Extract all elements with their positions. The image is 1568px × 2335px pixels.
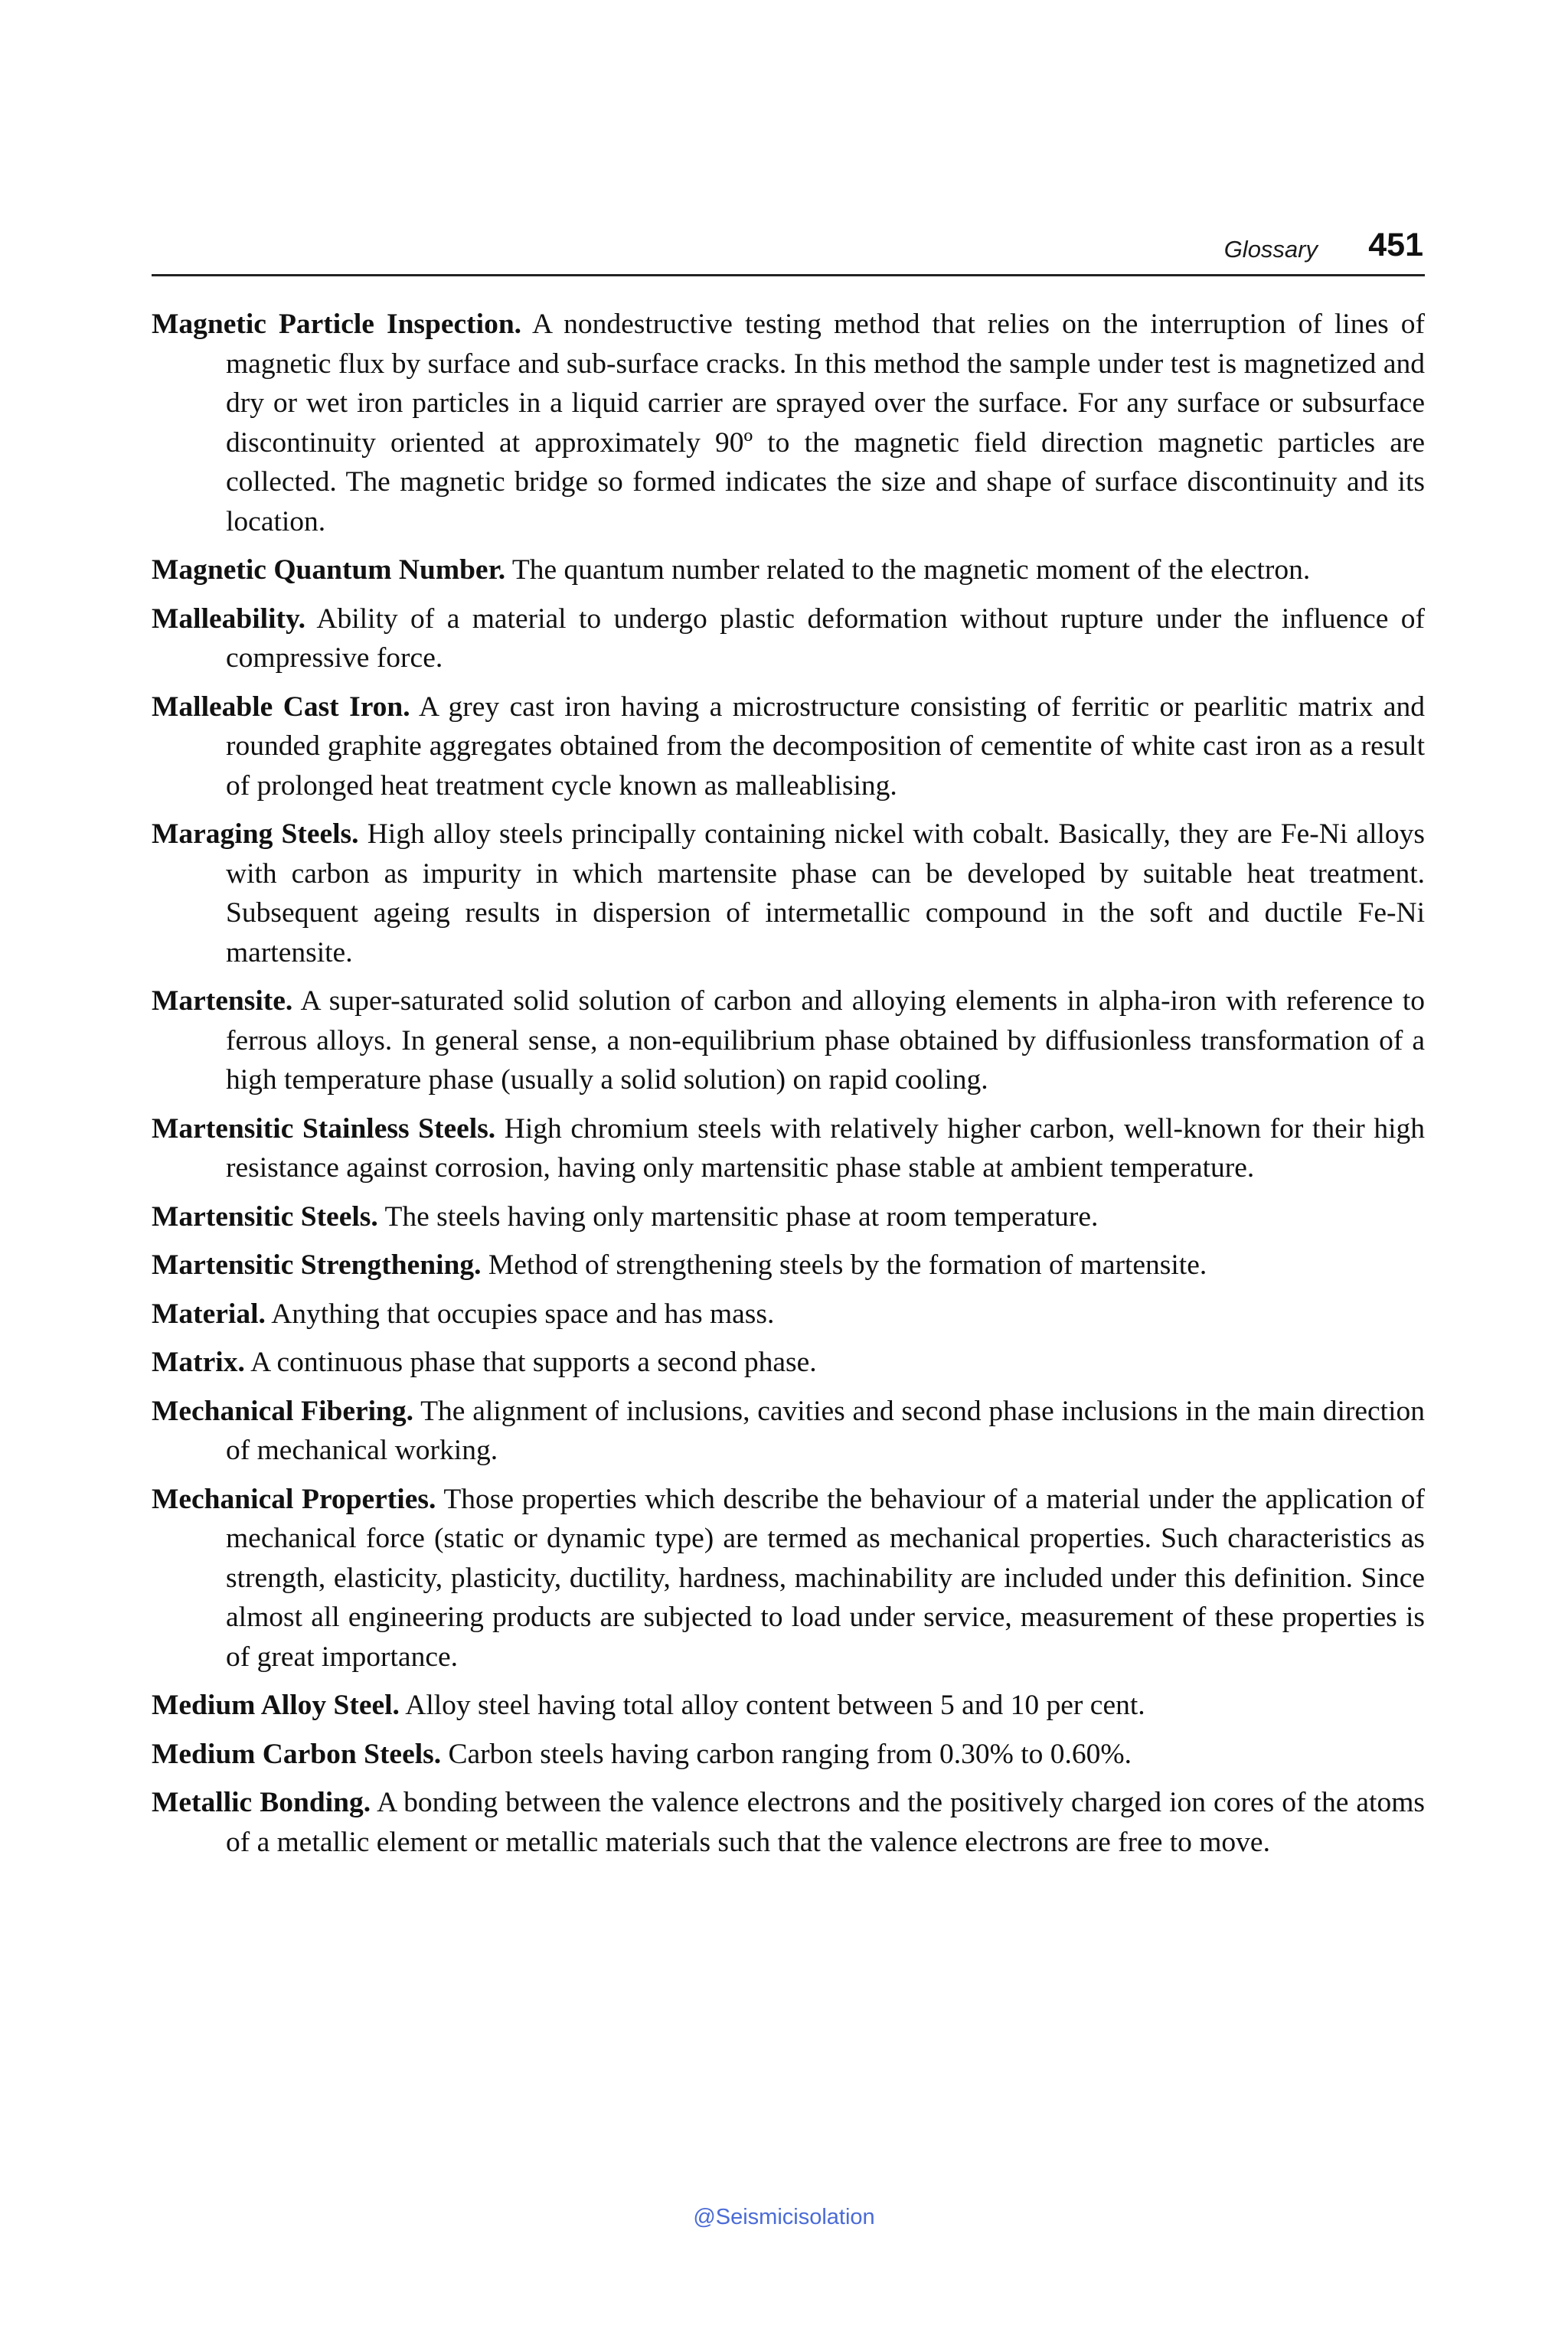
glossary-entry xyxy=(152,1735,1425,1775)
glossary-entry xyxy=(152,305,1425,541)
glossary-term: Material. xyxy=(152,1298,266,1330)
glossary-definition: High chromium steels with relatively higher carbon, well-known for their high resistance against corrosion, having only martensitic phase stable at ambient temperature. xyxy=(226,1112,1425,1184)
glossary-term: Magnetic Quantum Number. xyxy=(152,554,506,586)
glossary-entry xyxy=(152,1392,1425,1471)
glossary-definition: Alloy steel having total alloy content between 5 and 10 per cent. xyxy=(405,1690,1145,1721)
glossary-entry xyxy=(152,687,1425,806)
glossary-definition: Method of strengthening steels by the formation of martensite. xyxy=(488,1249,1207,1281)
glossary-term: Magnetic Particle Inspection. xyxy=(152,309,522,340)
glossary-term: Martensite. xyxy=(152,985,293,1017)
glossary-entry xyxy=(152,1480,1425,1677)
glossary-entry xyxy=(152,599,1425,678)
glossary-definition: High alloy steels principally containing nickel with cobalt. Basically, they are Fe-Ni alloys with carbon as impurity in which martensite phase can be developed by suitable heat treatment. Subsequent ageing results in dispersion of intermetallic compound in the soft and ductile Fe-Ni martensite. xyxy=(226,818,1426,968)
page-number: 451 xyxy=(1368,227,1423,263)
glossary-definition: A bonding between the valence electrons and the positively charged ion cores of the atoms of a metallic element or metallic materials such that the valence electrons are free to move. xyxy=(226,1787,1425,1858)
glossary-entry xyxy=(152,1343,1425,1383)
glossary-definition: Anything that occupies space and has mass. xyxy=(271,1298,775,1330)
glossary-entries xyxy=(152,305,1425,1871)
glossary-term: Mechanical Fibering. xyxy=(152,1395,414,1427)
glossary-term: Metallic Bonding. xyxy=(152,1787,371,1818)
glossary-definition: The alignment of inclusions, cavities and second phase inclusions in the main direction of mechanical working. xyxy=(226,1395,1425,1466)
section-title: Glossary xyxy=(1223,236,1318,263)
glossary-entry xyxy=(152,1295,1425,1334)
glossary-entry xyxy=(152,981,1425,1100)
glossary-term: Martensitic Stainless Steels. xyxy=(152,1112,496,1145)
glossary-term: Matrix. xyxy=(152,1347,245,1378)
running-header xyxy=(152,227,1425,276)
glossary-entry xyxy=(152,1197,1425,1237)
glossary-term: Maraging Steels. xyxy=(152,818,359,850)
glossary-term: Malleable Cast Iron. xyxy=(152,691,410,723)
glossary-definition: The steels having only martensitic phase at room temperature. xyxy=(384,1200,1099,1233)
glossary-definition: Carbon steels having carbon ranging from 0.30% to 0.60%. xyxy=(448,1738,1132,1770)
glossary-term: Malleability. xyxy=(152,603,306,635)
glossary-entry xyxy=(152,1686,1425,1726)
glossary-definition: Those properties which describe the behaviour of a material under the application of mechanical force (static or dynamic type) are termed as mechanical properties. Such characteristics as strength, elasticity, plasticity, ductility, hardness, machinability are included under this definition. Since almost all engineering products are subjected to load under service, measurement of these properties is of great importance. xyxy=(226,1483,1425,1673)
glossary-term: Medium Alloy Steel. xyxy=(152,1690,400,1721)
glossary-definition: A super-saturated solid solution of carbon and alloying elements in alpha-iron with reference to ferrous alloys. In general sense, a non-equilibrium phase obtained by diffusionless transformation of a high temperature phase (usually a solid solution) on rapid cooling. xyxy=(226,985,1425,1096)
glossary-term: Martensitic Steels. xyxy=(152,1200,378,1233)
glossary-entry xyxy=(152,1246,1425,1285)
glossary-definition: A continuous phase that supports a second phase. xyxy=(250,1347,817,1378)
glossary-definition: The quantum number related to the magnetic moment of the electron. xyxy=(511,554,1311,586)
glossary-definition: A grey cast iron having a microstructure consisting of ferritic or pearlitic matrix and rounded graphite aggregates obtained from the decomposition of cementite of white cast iron as a result of prolonged heat treatment cycle known as malleablising. xyxy=(226,691,1425,802)
glossary-definition: Ability of a material to undergo plastic deformation without rupture under the influence of compressive force. xyxy=(226,603,1425,674)
glossary-entry xyxy=(152,1783,1425,1862)
glossary-entry xyxy=(152,1109,1425,1188)
watermark-text: @Seismicisolation xyxy=(693,2205,875,2229)
glossary-entry xyxy=(152,550,1425,590)
glossary-term: Mechanical Properties. xyxy=(152,1483,436,1515)
glossary-term: Martensitic Strengthening. xyxy=(152,1249,482,1281)
glossary-term: Medium Carbon Steels. xyxy=(152,1738,442,1770)
glossary-entry xyxy=(152,815,1425,972)
glossary-definition: A nondestructive testing method that relies on the interruption of lines of magnetic flux by surface and sub-surface cracks. In this method the sample under test is magnetized and dry or wet iron particles in a liquid carrier are sprayed over the surface. For any surface or subsurface discontinuity oriented at approximately 90º to the magnetic field direction magnetic particles are collected. The magnetic bridge so formed indicates the size and shape of surface discontinuity and its location. xyxy=(226,309,1426,537)
